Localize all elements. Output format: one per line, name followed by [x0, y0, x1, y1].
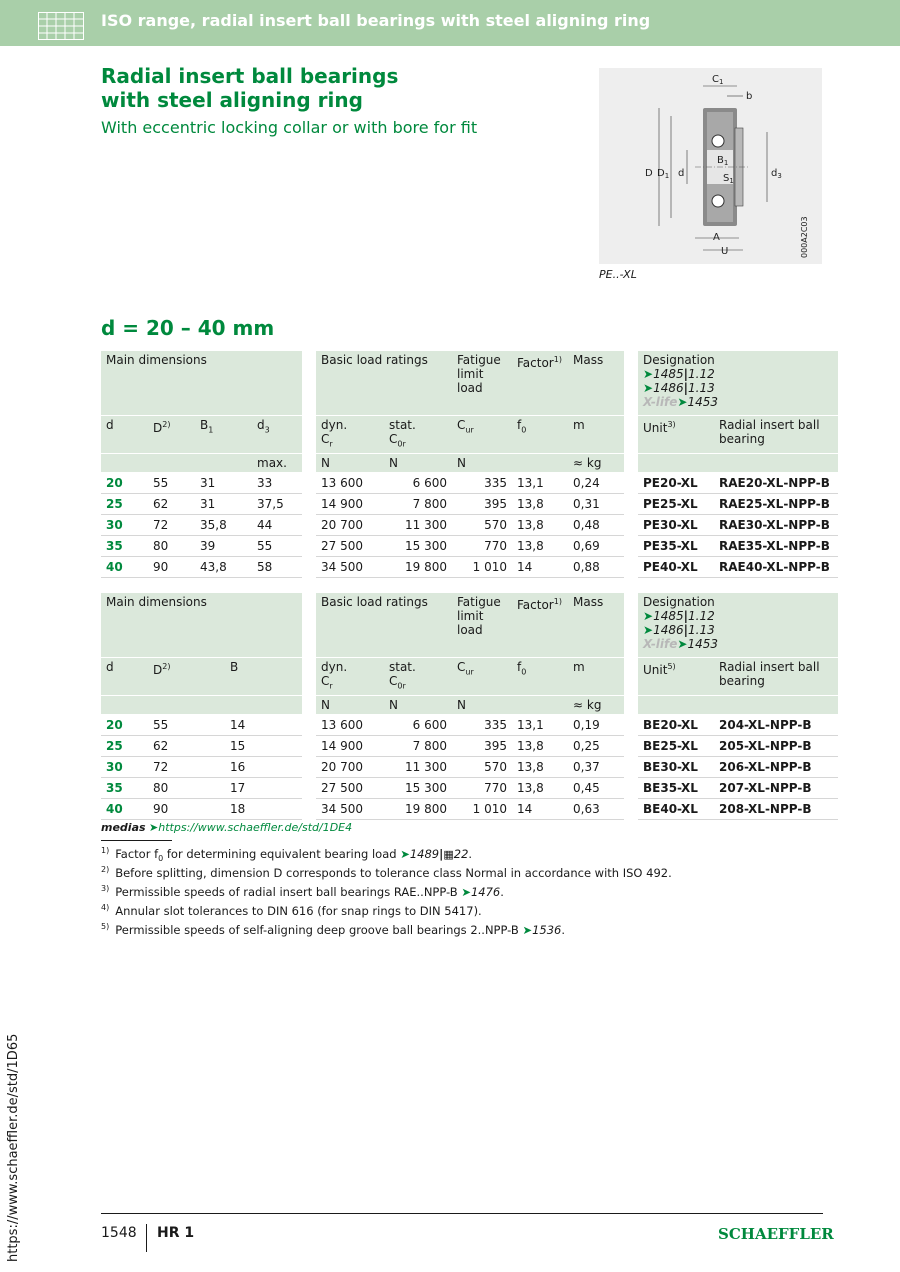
cell-d: 35 [101, 778, 148, 799]
side-url[interactable]: https://www.schaeffler.de/std/1D65 [6, 1033, 21, 1262]
cell-d3: 33 [252, 473, 302, 494]
cell-f0: 13,8 [512, 515, 568, 536]
col-f0: $f_0$ [512, 658, 568, 696]
cell-m: 0,31 [568, 494, 624, 515]
cell-cr: 27 500 [316, 536, 384, 557]
hdr-designation: Designation ➤1485|1.12 ➤1486|1.13 X-life➤1453 [638, 593, 838, 658]
figure-caption: PE..-XL [599, 268, 637, 281]
cell-cr: 14 900 [316, 494, 384, 515]
hdr-fatigue: Fatigue limit load [452, 351, 512, 416]
hdr-main-dimensions: Main dimensions [101, 351, 302, 416]
cell-B1: 31 [195, 494, 252, 515]
cell-B: 14 [225, 715, 302, 736]
col-cur: $C_{ur}$ [452, 658, 512, 696]
unit-kg: ≈ kg [568, 696, 624, 715]
col-m: m [568, 416, 624, 454]
cell-m: 0,24 [568, 473, 624, 494]
cell-f0: 13,1 [512, 715, 568, 736]
col-c0r: stat. $C_{0r}$ [384, 416, 452, 454]
cell-insert: 205-XL-NPP-B [714, 736, 838, 757]
footnote-2: $^{2)}$ Before splitting, dimension D corresponds to tolerance class Normal in accordance with ISO 492. [101, 865, 672, 880]
cell-f0: 14 [512, 557, 568, 578]
col-d: d [101, 416, 148, 454]
col-cur: $C_{ur}$ [452, 416, 512, 454]
col-cr: dyn. $C_r$ [316, 416, 384, 454]
cell-cr: 34 500 [316, 557, 384, 578]
cell-f0: 13,8 [512, 736, 568, 757]
arrow-icon: ➤ [461, 884, 471, 899]
cell-c0r: 7 800 [384, 736, 452, 757]
hdr-basic-load: Basic load ratings [316, 593, 452, 658]
cell-cur: 770 [452, 778, 512, 799]
col-insert: Radial insert ball bearing [714, 658, 838, 696]
cell-d3: 58 [252, 557, 302, 578]
label-d: d [678, 168, 685, 179]
hdr-mass: Mass [568, 593, 624, 658]
table-row [101, 557, 838, 578]
unit-max: max. [252, 454, 302, 473]
cell-B1: 43,8 [195, 557, 252, 578]
arrow-icon: ➤ [522, 922, 533, 937]
cell-insert: RAE25-XL-NPP-B [714, 494, 838, 515]
cell-c0r: 7 800 [384, 494, 452, 515]
cell-f0: 13,8 [512, 536, 568, 557]
cell-unit: BE30-XL [638, 757, 714, 778]
cell-unit: PE35-XL [638, 536, 714, 557]
label-c1: $C_1$ [712, 74, 724, 86]
hdr-mass: Mass [568, 351, 624, 416]
cell-insert: 206-XL-NPP-B [714, 757, 838, 778]
hdr-designation: Designation ➤1485|1.12 ➤1486|1.13 X-life➤1453 [638, 351, 838, 416]
hdr-basic-load: Basic load ratings [316, 351, 452, 416]
cell-c0r: 19 800 [384, 557, 452, 578]
page-title: Radial insert ball bearings with steel aligning ring [101, 64, 399, 112]
cell-d3: 44 [252, 515, 302, 536]
table-grid-icon [38, 12, 84, 40]
cell-B1: 39 [195, 536, 252, 557]
cell-c0r: 15 300 [384, 536, 452, 557]
col-B: B [225, 658, 302, 696]
cell-d: 20 [101, 473, 148, 494]
unit-n: N [384, 696, 452, 715]
cell-insert: 207-XL-NPP-B [714, 778, 838, 799]
table-row [101, 494, 838, 515]
table-row [101, 757, 838, 778]
cell-B: 15 [225, 736, 302, 757]
arrow-icon: ➤ [643, 367, 654, 381]
cell-d3: 55 [252, 536, 302, 557]
hdr-factor: Factor$^{1)}$ [512, 351, 568, 416]
cell-unit: PE40-XL [638, 557, 714, 578]
arrow-icon: ➤ [400, 846, 410, 861]
volume-label: HR 1 [157, 1225, 195, 1241]
unit-n: N [384, 454, 452, 473]
cell-B1: 31 [195, 473, 252, 494]
col-B1: $B_1$ [195, 416, 252, 454]
cell-B: 16 [225, 757, 302, 778]
label-A: A [713, 232, 720, 243]
cell-insert: RAE35-XL-NPP-B [714, 536, 838, 557]
cell-D: 62 [148, 736, 225, 757]
medias-line: medias ➤https://www.schaeffler.de/std/1DE4 [101, 821, 353, 834]
cell-insert: RAE20-XL-NPP-B [714, 473, 838, 494]
cell-m: 0,63 [568, 799, 624, 820]
drawing-number: 000A2C03 [800, 216, 809, 258]
col-unit: Unit$^{5)}$ [638, 658, 714, 696]
label-S1: $S_1$ [723, 173, 734, 185]
cell-cur: 770 [452, 536, 512, 557]
cell-B: 18 [225, 799, 302, 820]
cell-D: 80 [148, 536, 195, 557]
cell-B1: 35,8 [195, 515, 252, 536]
cell-f0: 13,1 [512, 473, 568, 494]
cell-D: 90 [148, 557, 195, 578]
cell-m: 0,37 [568, 757, 624, 778]
cell-cr: 34 500 [316, 799, 384, 820]
cell-m: 0,88 [568, 557, 624, 578]
cell-d: 20 [101, 715, 148, 736]
arrow-icon: ➤ [677, 395, 688, 409]
cell-f0: 14 [512, 799, 568, 820]
cell-cur: 570 [452, 757, 512, 778]
cell-D: 72 [148, 515, 195, 536]
unit-n: N [452, 454, 512, 473]
table-row [101, 799, 838, 820]
label-D: D [645, 168, 653, 179]
label-D1: $D_1$ [657, 168, 670, 180]
footnote-4: $^{4)}$ Annular slot tolerances to DIN 616 (for snap rings to DIN 5417). [101, 903, 482, 918]
col-d3: $d_3$ [252, 416, 302, 454]
cell-c0r: 6 600 [384, 715, 452, 736]
cell-D: 80 [148, 778, 225, 799]
header-bar [0, 0, 900, 46]
table-row [101, 536, 838, 557]
cell-d: 30 [101, 757, 148, 778]
cell-cr: 13 600 [316, 473, 384, 494]
footnote-1: $^{1)}$ Factor $f_0$ for determining equivalent bearing load ➤1489|▦22. [101, 846, 473, 864]
arrow-icon: ➤ [643, 381, 654, 395]
cell-D: 55 [148, 473, 195, 494]
table-row [101, 736, 838, 757]
hdr-main-dimensions: Main dimensions [101, 593, 302, 658]
unit-kg: ≈ kg [568, 454, 624, 473]
cell-c0r: 6 600 [384, 473, 452, 494]
cell-cr: 13 600 [316, 715, 384, 736]
cell-cur: 1 010 [452, 557, 512, 578]
page-subtitle: With eccentric locking collar or with bore for fit [101, 118, 478, 137]
cell-cur: 1 010 [452, 799, 512, 820]
unit-n: N [452, 696, 512, 715]
footnote-5: $^{5)}$ Permissible speeds of self-aligning deep groove ball bearings 2..NPP-B ➤1536. [101, 922, 566, 937]
col-cr: dyn. $C_r$ [316, 658, 384, 696]
table-grid-icon: ▦ [443, 847, 454, 861]
cell-d: 30 [101, 515, 148, 536]
cell-unit: BE40-XL [638, 799, 714, 820]
cell-c0r: 11 300 [384, 757, 452, 778]
cell-f0: 13,8 [512, 778, 568, 799]
col-d: d [101, 658, 148, 696]
cell-f0: 13,8 [512, 494, 568, 515]
cell-d: 25 [101, 494, 148, 515]
cell-d: 40 [101, 799, 148, 820]
label-b: b [746, 91, 753, 102]
unit-n: N [316, 696, 384, 715]
xlife-logo: X-life [643, 395, 678, 409]
page-number: 1548 [101, 1225, 137, 1241]
table-row [101, 778, 838, 799]
unit-n: N [316, 454, 384, 473]
bearing-table-be [101, 593, 838, 820]
col-unit: Unit$^{3)}$ [638, 416, 714, 454]
table-row [101, 515, 838, 536]
cell-unit: BE35-XL [638, 778, 714, 799]
table-row [101, 715, 838, 736]
cell-cur: 570 [452, 515, 512, 536]
footer-separator [146, 1224, 147, 1252]
cell-insert: RAE30-XL-NPP-B [714, 515, 838, 536]
cell-D: 62 [148, 494, 195, 515]
cell-m: 0,45 [568, 778, 624, 799]
cell-D: 55 [148, 715, 225, 736]
cell-cr: 20 700 [316, 757, 384, 778]
cell-unit: PE30-XL [638, 515, 714, 536]
bearing-drawing [599, 68, 822, 264]
cell-m: 0,69 [568, 536, 624, 557]
medias-link[interactable]: https://www.schaeffler.de/std/1DE4 [158, 821, 353, 834]
cell-cur: 395 [452, 494, 512, 515]
cell-cur: 335 [452, 715, 512, 736]
label-B1: $B_1$ [717, 155, 729, 167]
cell-d: 40 [101, 557, 148, 578]
cell-m: 0,48 [568, 515, 624, 536]
cell-m: 0,25 [568, 736, 624, 757]
cell-cr: 14 900 [316, 736, 384, 757]
cell-f0: 13,8 [512, 757, 568, 778]
cell-cur: 335 [452, 473, 512, 494]
footer-divider [101, 1213, 823, 1214]
cell-m: 0,19 [568, 715, 624, 736]
cell-cr: 20 700 [316, 515, 384, 536]
cell-insert: 204-XL-NPP-B [714, 715, 838, 736]
cell-unit: BE20-XL [638, 715, 714, 736]
footnote-divider [101, 840, 172, 841]
col-f0: $f_0$ [512, 416, 568, 454]
col-D: $D^{2)}$ [148, 416, 195, 454]
cell-cur: 395 [452, 736, 512, 757]
cell-insert: RAE40-XL-NPP-B [714, 557, 838, 578]
header-title: ISO range, radial insert ball bearings with steel aligning ring [101, 11, 651, 30]
cell-d: 35 [101, 536, 148, 557]
col-c0r: stat. $C_{0r}$ [384, 658, 452, 696]
col-m: m [568, 658, 624, 696]
cell-unit: PE20-XL [638, 473, 714, 494]
arrow-icon: ➤ [643, 609, 654, 623]
cell-unit: PE25-XL [638, 494, 714, 515]
cell-D: 90 [148, 799, 225, 820]
cell-cr: 27 500 [316, 778, 384, 799]
footnote-3: $^{3)}$ Permissible speeds of radial insert ball bearings RAE..NPP-B ➤1476. [101, 884, 504, 899]
range-title: d = 20 – 40 mm [101, 316, 275, 340]
cell-B: 17 [225, 778, 302, 799]
cell-D: 72 [148, 757, 225, 778]
cell-d3: 37,5 [252, 494, 302, 515]
cell-c0r: 19 800 [384, 799, 452, 820]
bearing-cross-section-icon [599, 68, 822, 264]
bearing-table-pe [101, 351, 838, 578]
col-D: $D^{2)}$ [148, 658, 225, 696]
cell-c0r: 11 300 [384, 515, 452, 536]
cell-insert: 208-XL-NPP-B [714, 799, 838, 820]
cell-d: 25 [101, 736, 148, 757]
cell-c0r: 15 300 [384, 778, 452, 799]
arrow-icon: ➤ [677, 637, 688, 651]
label-U: U [721, 246, 729, 257]
xlife-logo: X-life [643, 637, 678, 651]
hdr-fatigue: Fatigue limit load [452, 593, 512, 658]
cell-unit: BE25-XL [638, 736, 714, 757]
arrow-icon: ➤ [149, 821, 159, 834]
label-d3: $d_3$ [771, 168, 782, 180]
table-row [101, 473, 838, 494]
col-insert: Radial insert ball bearing [714, 416, 838, 454]
hdr-factor: Factor$^{1)}$ [512, 593, 568, 658]
brand-logo: SCHAEFFLER [718, 1225, 834, 1243]
arrow-icon: ➤ [643, 623, 654, 637]
